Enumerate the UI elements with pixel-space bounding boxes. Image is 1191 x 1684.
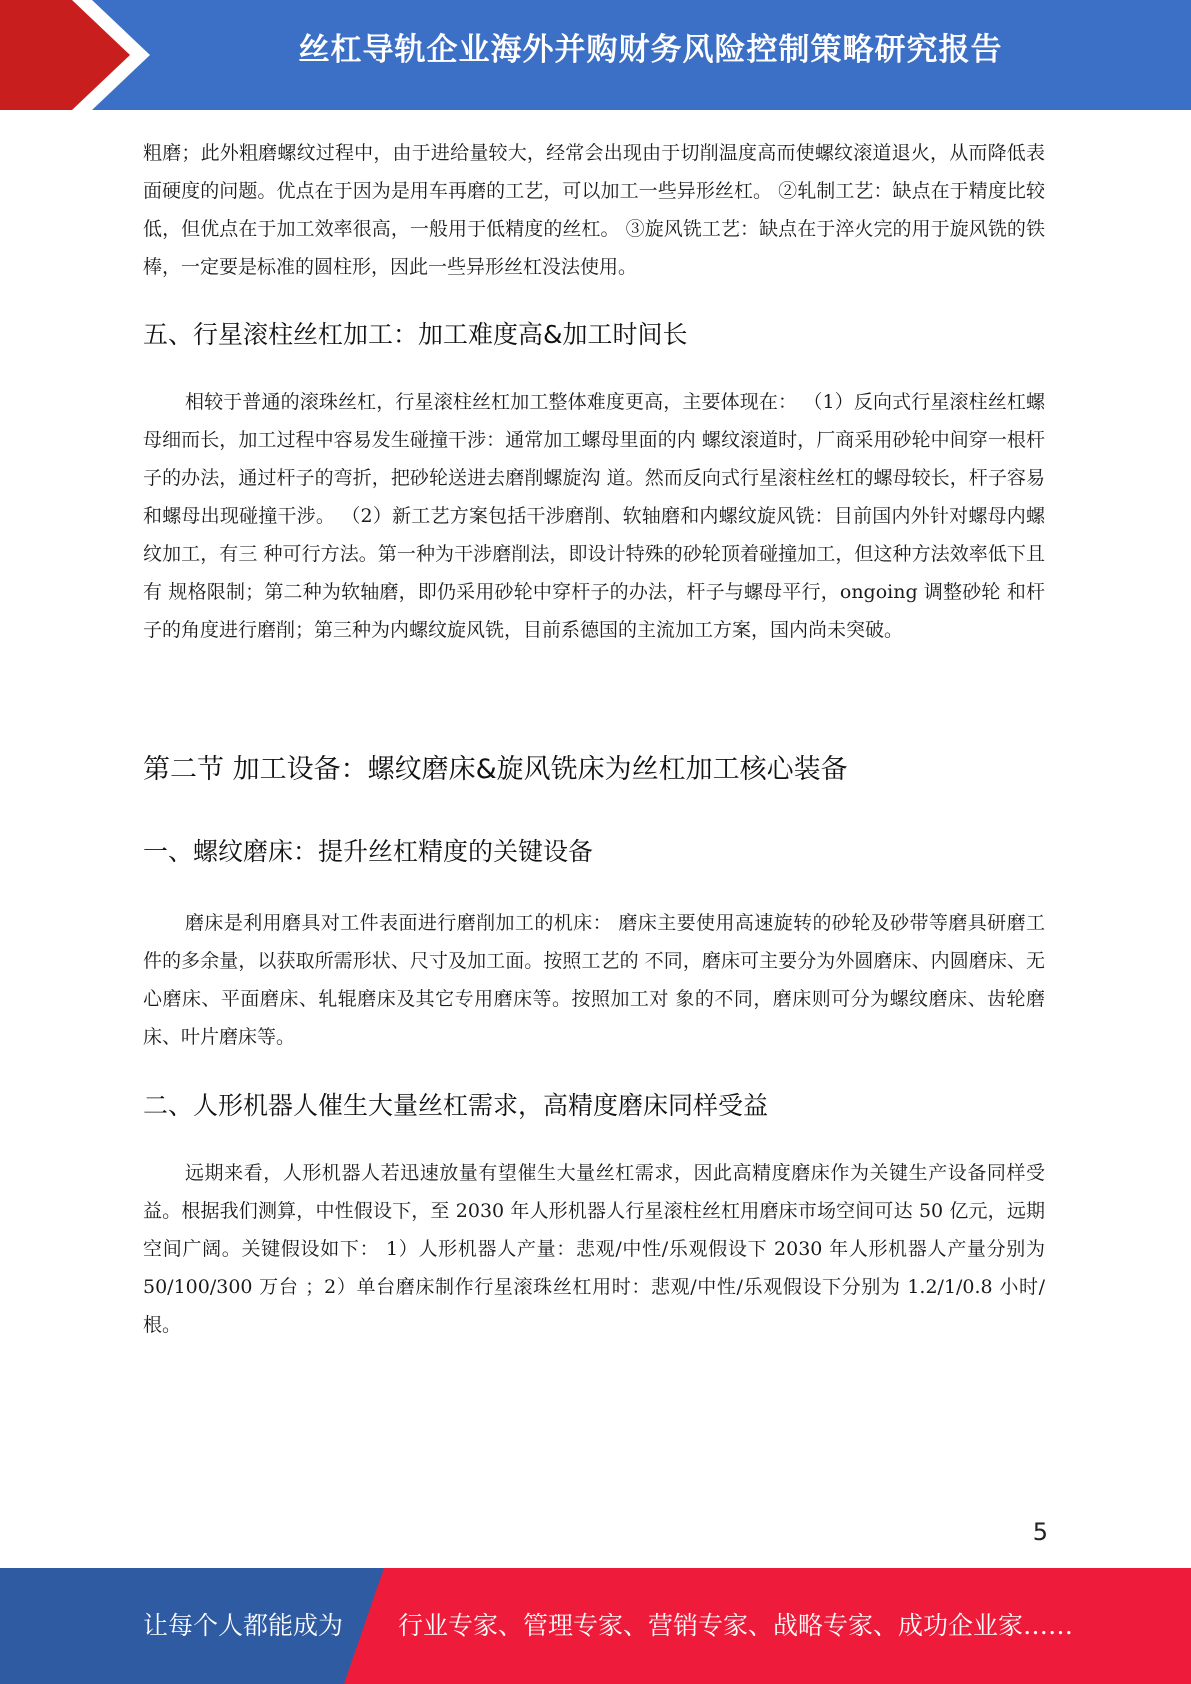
heading-planetary-roller-processing: 五、行星滚柱丝杠加工：加工难度高&加工时间长 xyxy=(143,320,688,349)
heading-thread-grinder: 一、螺纹磨床：提升丝杠精度的关键设备 xyxy=(143,837,594,866)
page-content xyxy=(143,134,1045,1344)
footer-banner xyxy=(0,1568,1191,1684)
section-title-processing-equipment: 第二节 加工设备：螺纹磨床&旋风铣床为丝杠加工核心装备 xyxy=(143,754,848,785)
heading-humanoid-robot-demand: 二、人形机器人催生大量丝杠需求，高精度磨床同样受益 xyxy=(143,1091,769,1120)
header-bar xyxy=(0,0,1191,110)
paragraph-grinder-definition: 磨床是利用磨具对工件表面进行磨削加工的机床： 磨床主要使用高速旋转的砂轮及砂带等磨具研磨工件的多余量，以获取所需形状、尺寸及加工面。按照工艺的 不同，磨床可主要分为外圆磨床、内圆磨床、无心磨床、平面磨床、轧辊磨床及其它专用磨床等。按照加工对 象的不同，磨床则可分为螺纹磨床、齿轮磨床、叶片磨床等。 xyxy=(143,912,1045,1048)
report-title: 丝杠导轨企业海外并购财务风险控制策略研究报告 xyxy=(298,32,1003,68)
chevron-arrow-icon xyxy=(0,0,160,110)
paragraph-planetary-difficulty: 相较于普通的滚珠丝杠，行星滚柱丝杠加工整体难度更高，主要体现在： （1）反向式行星滚柱丝杠螺母细而长，加工过程中容易发生碰撞干涉：通常加工螺母里面的内 螺纹滚道时，厂商采用砂轮中间穿一根杆子的办法，通过杆子的弯折，把砂轮送进去磨削螺旋沟 道。然而反向式行星滚柱丝杠的螺母较长，杆子容易和螺母出现碰撞干涉。 （2）新工艺方案包括干涉磨削、软轴磨和内螺纹旋风铣：目前国内外针对螺母内螺纹加工，有三 种可行方法。第一种为干涉磨削法，即设计特殊的砂轮顶着碰撞加工，但这种方法效率低下且有 规格限制；第二种为软轴磨，即仍采用砂轮中穿杆子的办法，杆子与螺母平行，ongoing 调整砂轮 和杆子的角度进行磨削；第三种为内螺纹旋风铣，目前系德国的主流加工方案，国内尚未突破。 xyxy=(143,391,1045,641)
footer-slogan-right: 行业专家、管理专家、营销专家、战略专家、成功企业家…… xyxy=(398,1611,1074,1640)
page-number: 5 xyxy=(1032,1518,1048,1546)
footer-slogan-left: 让每个人都能成为 xyxy=(143,1611,344,1640)
paragraph-grinding-methods: 粗磨；此外粗磨螺纹过程中，由于进给量较大，经常会出现由于切削温度高而使螺纹滚道退火，从而降低表面硬度的问题。优点在于因为是用车再磨的工艺，可以加工一些异形丝杠。 ②轧制工艺：缺点在于精度比较低，但优点在于加工效率很高，一般用于低精度的丝杠。 ③旋风铣工艺：缺点在于淬火完的用于旋风铣的铁棒，一定要是标准的圆柱形，因此一些异形丝杠没法使用。 xyxy=(143,142,1045,278)
paragraph-market-estimate: 远期来看，人形机器人若迅速放量有望催生大量丝杠需求，因此高精度磨床作为关键生产设备同样受益。根据我们测算，中性假设下，至 2030 年人形机器人行星滚柱丝杠用磨床市场空间可达 50 亿元，远期空间广阔。关键假设如下： 1）人形机器人产量：悲观/中性/乐观假设下 2030 年人形机器人产量分别为 50/100/300 万台 ；2）单台磨床制作行星滚珠丝杠用时：悲观/中性/乐观假设下分别为 1.2/1/0.8 小时/根。 xyxy=(143,1162,1045,1336)
